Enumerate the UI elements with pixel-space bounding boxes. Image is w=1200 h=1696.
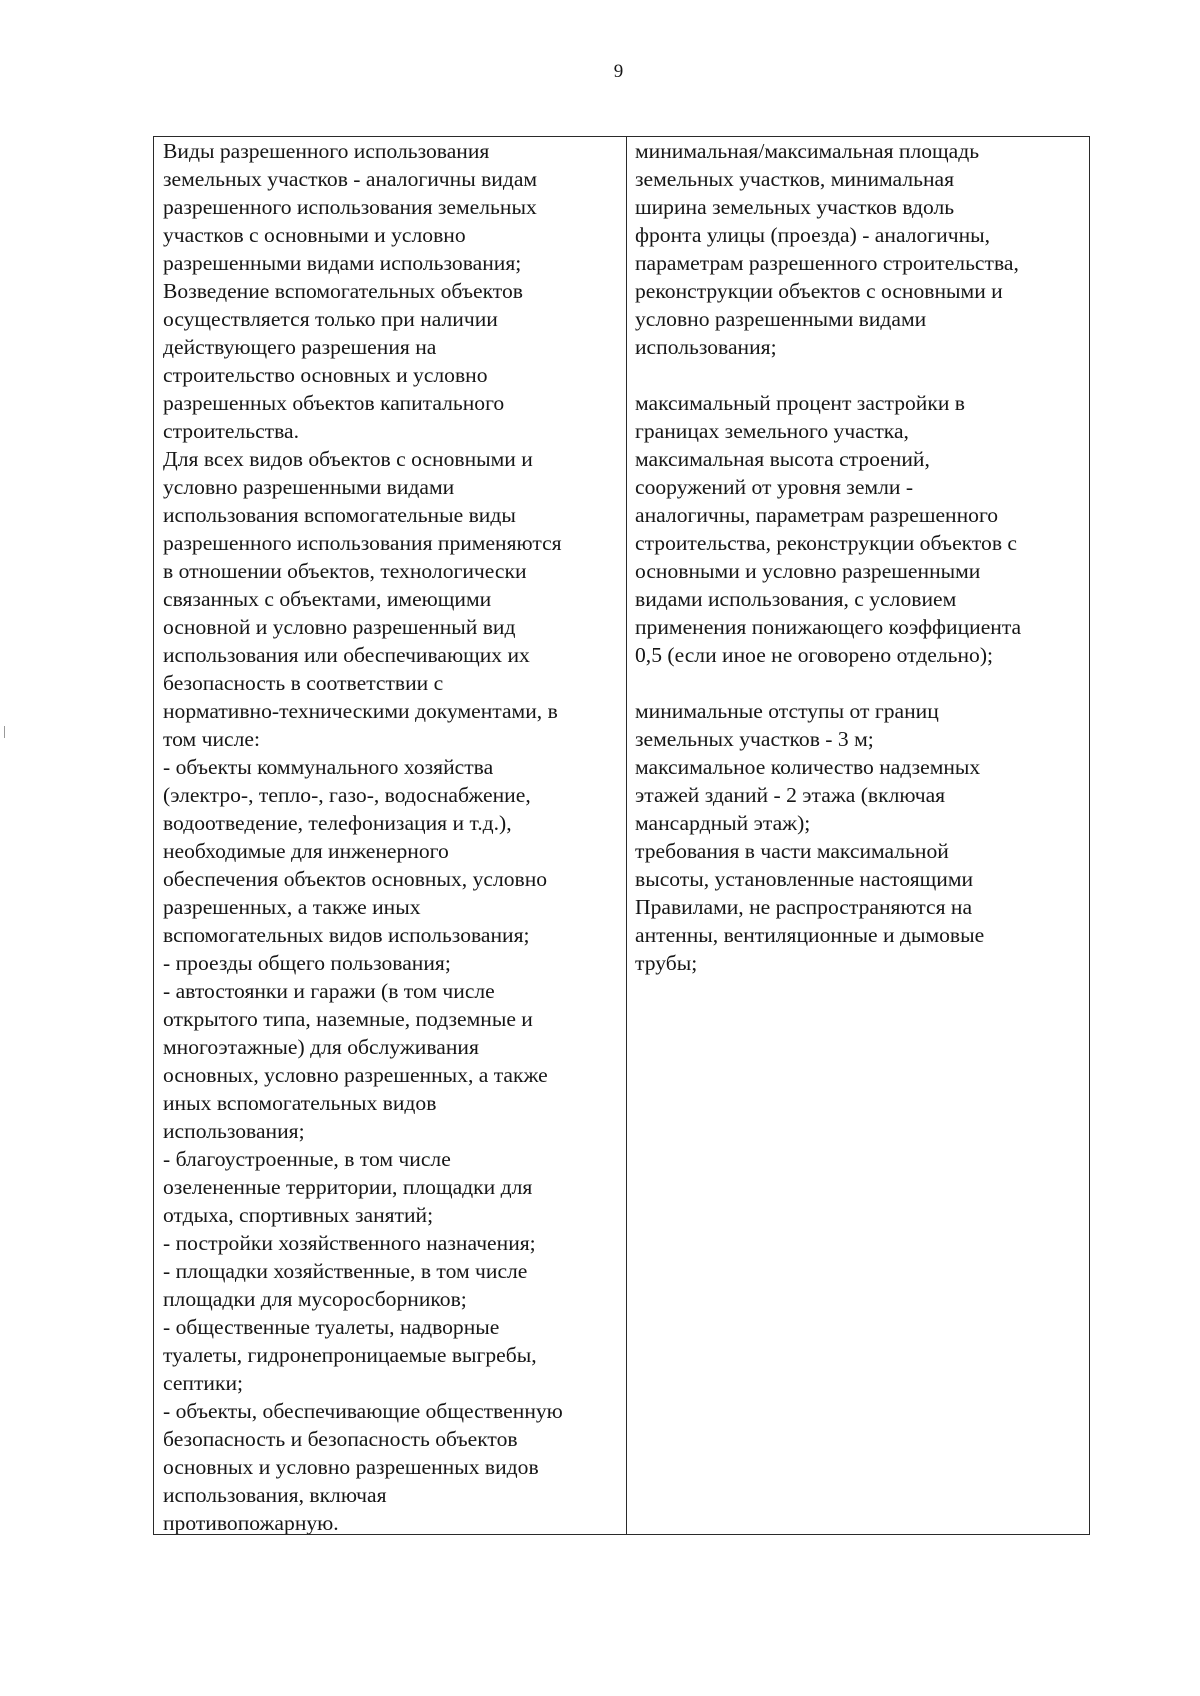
text-line: трубы; bbox=[635, 951, 698, 975]
page-number: 9 bbox=[613, 61, 624, 82]
text-line: вспомогательных видов использования; bbox=[163, 923, 530, 947]
text-line: противопожарную. bbox=[163, 1511, 339, 1534]
text-line: разрешенных объектов капитального bbox=[163, 391, 505, 415]
text-line: мансардный этаж); bbox=[635, 811, 811, 835]
scan-edge-mark bbox=[4, 726, 5, 738]
parameter-paragraph bbox=[635, 137, 1087, 361]
text-line: - общественные туалеты, надворные bbox=[163, 1315, 500, 1339]
text-line: ширина земельных участков вдоль bbox=[635, 195, 955, 219]
text-line: в отношении объектов, технологически bbox=[163, 559, 527, 583]
paragraph-gap bbox=[635, 669, 1087, 697]
text-line: разрешенными видами использования; bbox=[163, 251, 522, 275]
text-line: - объекты коммунального хозяйства bbox=[163, 755, 494, 779]
building-parameters-cell bbox=[635, 137, 1087, 1534]
text-line: - проезды общего пользования; bbox=[163, 951, 451, 975]
text-line: реконструкции объектов с основными и bbox=[635, 279, 1003, 303]
paragraph-gap bbox=[635, 361, 1087, 389]
text-line: строительства. bbox=[163, 419, 299, 443]
text-line: основной и условно разрешенный вид bbox=[163, 615, 516, 639]
text-line: максимальный процент застройки в bbox=[635, 391, 966, 415]
text-line: строительства, реконструкции объектов с bbox=[635, 531, 1018, 555]
text-line: туалеты, гидронепроницаемые выгребы, bbox=[163, 1343, 537, 1367]
text-line: высоты, установленные настоящими bbox=[635, 867, 974, 891]
text-line: безопасность в соответствии с bbox=[163, 671, 444, 695]
text-line: озелененные территории, площадки для bbox=[163, 1175, 533, 1199]
text-line: связанных с объектами, имеющими bbox=[163, 587, 492, 611]
text-line: использования, включая bbox=[163, 1483, 387, 1507]
text-line: - объекты, обеспечивающие общественную bbox=[163, 1399, 563, 1423]
text-line: параметрам разрешенного строительства, bbox=[635, 251, 1019, 275]
text-line: максимальная высота строений, bbox=[635, 447, 930, 471]
auxiliary-uses-cell bbox=[163, 137, 624, 1534]
text-line: фронта улицы (проезда) - аналогичны, bbox=[635, 223, 991, 247]
text-line: разрешенного использования применяются bbox=[163, 531, 562, 555]
parameter-paragraph bbox=[635, 389, 1087, 669]
text-line: участков с основными и условно bbox=[163, 223, 466, 247]
text-line: основных, условно разрешенных, а также bbox=[163, 1063, 548, 1087]
text-line: иных вспомогательных видов bbox=[163, 1091, 437, 1115]
text-line: основных и условно разрешенных видов bbox=[163, 1455, 539, 1479]
text-line: - благоустроенные, в том числе bbox=[163, 1147, 451, 1171]
text-line: аналогичны, параметрам разрешенного bbox=[635, 503, 999, 527]
text-line: сооружений от уровня земли - bbox=[635, 475, 914, 499]
text-line: - площадки хозяйственные, в том числе bbox=[163, 1259, 528, 1283]
text-line: нормативно-техническими документами, в bbox=[163, 699, 558, 723]
parameter-paragraph bbox=[635, 697, 1087, 977]
text-line: видами использования, с условием bbox=[635, 587, 957, 611]
text-line: - постройки хозяйственного назначения; bbox=[163, 1231, 536, 1255]
text-line: основными и условно разрешенными bbox=[635, 559, 981, 583]
text-line: разрешенного использования земельных bbox=[163, 195, 537, 219]
text-line: максимальное количество надземных bbox=[635, 755, 981, 779]
text-line: осуществляется только при наличии bbox=[163, 307, 498, 331]
text-line: необходимые для инженерного bbox=[163, 839, 449, 863]
text-line: использования; bbox=[163, 1119, 305, 1143]
text-line: открытого типа, наземные, подземные и bbox=[163, 1007, 533, 1031]
text-line: отдыха, спортивных занятий; bbox=[163, 1203, 434, 1227]
text-line: (электро-, тепло-, газо-, водоснабжение, bbox=[163, 783, 531, 807]
text-line: водоотведение, телефонизация и т.д.), bbox=[163, 811, 512, 835]
text-line: разрешенных, а также иных bbox=[163, 895, 421, 919]
regulations-table bbox=[153, 136, 1090, 1535]
text-line: строительство основных и условно bbox=[163, 363, 488, 387]
text-line: антенны, вентиляционные и дымовые bbox=[635, 923, 985, 947]
text-line: требования в части максимальной bbox=[635, 839, 949, 863]
text-line: использования или обеспечивающих их bbox=[163, 643, 530, 667]
text-line: септики; bbox=[163, 1371, 244, 1395]
text-line: использования вспомогательные виды bbox=[163, 503, 516, 527]
text-line: обеспечения объектов основных, условно bbox=[163, 867, 548, 891]
text-line: границах земельного участка, bbox=[635, 419, 909, 443]
text-line: минимальные отступы от границ bbox=[635, 699, 939, 723]
text-line: действующего разрешения на bbox=[163, 335, 437, 359]
text-line: безопасность и безопасность объектов bbox=[163, 1427, 518, 1451]
text-line: - автостоянки и гаражи (в том числе bbox=[163, 979, 495, 1003]
text-line: этажей зданий - 2 этажа (включая bbox=[635, 783, 946, 807]
text-line: земельных участков - 3 м; bbox=[635, 727, 874, 751]
text-line: земельных участков, минимальная bbox=[635, 167, 955, 191]
text-line: земельных участков - аналогичны видам bbox=[163, 167, 538, 191]
text-line: применения понижающего коэффициента bbox=[635, 615, 1022, 639]
text-line: многоэтажные) для обслуживания bbox=[163, 1035, 479, 1059]
text-line: Виды разрешенного использования bbox=[163, 139, 490, 163]
text-line: 0,5 (если иное не оговорено отдельно); bbox=[635, 643, 994, 667]
text-line: Правилами, не распространяются на bbox=[635, 895, 973, 919]
text-line: условно разрешенными видами bbox=[163, 475, 455, 499]
text-line: том числе: bbox=[163, 727, 260, 751]
text-line: Для всех видов объектов с основными и bbox=[163, 447, 533, 471]
column-divider bbox=[626, 137, 627, 1534]
text-line: минимальная/максимальная площадь bbox=[635, 139, 980, 163]
text-line: Возведение вспомогательных объектов bbox=[163, 279, 523, 303]
text-line: использования; bbox=[635, 335, 777, 359]
text-line: условно разрешенными видами bbox=[635, 307, 927, 331]
text-line: площадки для мусоросборников; bbox=[163, 1287, 467, 1311]
